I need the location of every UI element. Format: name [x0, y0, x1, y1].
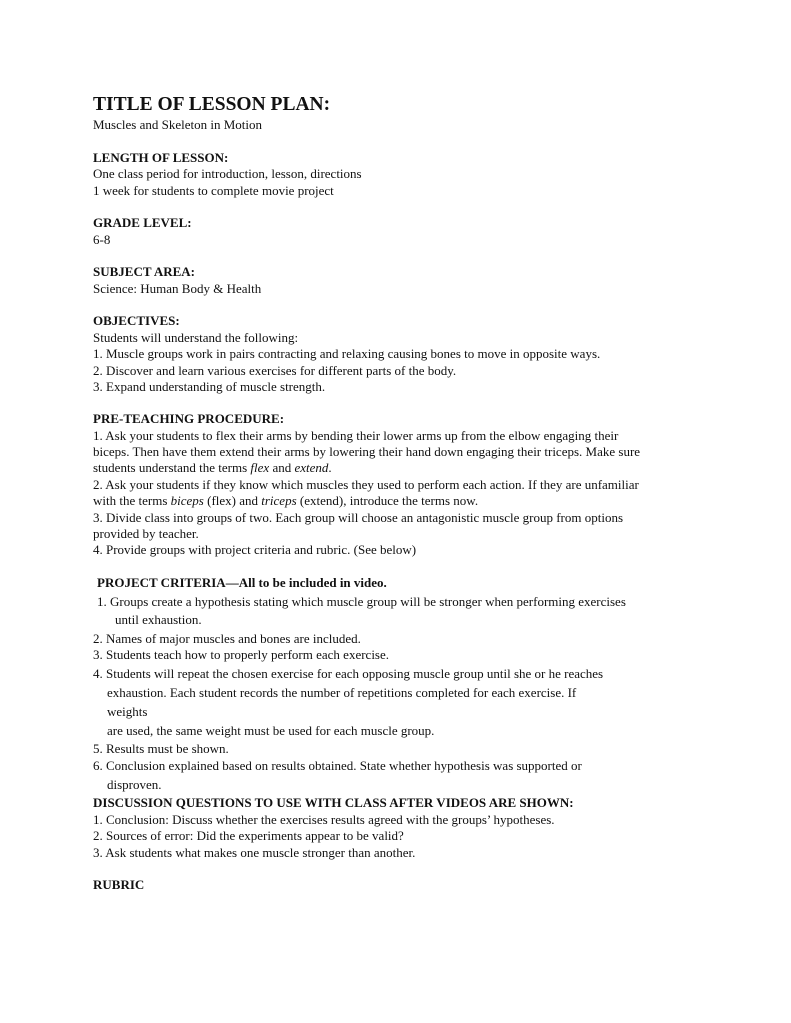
objectives-heading: OBJECTIVES: [93, 313, 180, 328]
grade-heading: GRADE LEVEL: [93, 215, 192, 230]
grade-text: 6-8 [93, 232, 111, 247]
criteria-line: 2. Names of major muscles and bones are included. [93, 631, 361, 646]
preteaching-text: (extend), introduce the terms now. [296, 493, 479, 508]
preteaching-text: (flex) and [203, 493, 262, 508]
discussion-item: 1. Conclusion: Discuss whether the exercises results agreed with the groups’ hypotheses. [93, 812, 555, 827]
objective-item: 3. Expand understanding of muscle strength. [93, 379, 326, 394]
lesson-plan-title-heading: TITLE OF LESSON PLAN: [93, 94, 331, 115]
preteaching-text: with the terms [93, 493, 171, 508]
criteria-line: are used, the same weight must be used for each muscle group. [107, 723, 435, 738]
preteaching-text: . [328, 460, 332, 475]
preteaching-line: 3. Divide class into groups of two. Each group will choose an antagonistic muscle group from options [93, 510, 624, 525]
criteria-line: 6. Conclusion explained based on results obtained. State whether hypothesis was supported or [93, 758, 582, 773]
preteaching-line [93, 493, 478, 509]
preteaching-text: students understand the terms [93, 460, 251, 475]
criteria-line: 5. Results must be shown. [93, 741, 229, 756]
preteaching-line [93, 460, 332, 476]
preteaching-text: and [269, 460, 295, 475]
preteaching-line: 4. Provide groups with project criteria and rubric. (See below) [93, 542, 417, 557]
discussion-item: 2. Sources of error: Did the experiments appear to be valid? [93, 828, 404, 843]
subject-text: Science: Human Body & Health [93, 281, 262, 296]
preteaching-heading: PRE-TEACHING PROCEDURE: [93, 411, 285, 426]
criteria-line: weights [107, 704, 148, 719]
term-triceps: triceps [261, 493, 297, 508]
term-flex: flex [250, 460, 270, 475]
discussion-heading: DISCUSSION QUESTIONS TO USE WITH CLASS AFTER VIDEOS ARE SHOWN: [93, 795, 574, 810]
preteaching-line: biceps. Then have them extend their arms by lowering their hand down engaging their triceps. Make sure [93, 444, 641, 459]
objective-item: 2. Discover and learn various exercises for different parts of the body. [93, 363, 457, 378]
objectives-intro: Students will understand the following: [93, 330, 299, 345]
criteria-line: 1. Groups create a hypothesis stating which muscle group will be stronger when performing exercises [97, 594, 626, 609]
preteaching-line: provided by teacher. [93, 526, 199, 541]
term-biceps: biceps [170, 493, 204, 508]
criteria-line: 3. Students teach how to properly perform each exercise. [93, 647, 390, 662]
length-line: One class period for introduction, lesson, directions [93, 166, 362, 181]
discussion-item: 3. Ask students what makes one muscle stronger than another. [93, 845, 416, 860]
preteaching-line: 2. Ask your students if they know which muscles they used to perform each action. If they are unfamiliar [93, 477, 639, 492]
criteria-line: until exhaustion. [115, 612, 202, 627]
objective-item: 1. Muscle groups work in pairs contracting and relaxing causing bones to move in opposite ways. [93, 346, 601, 361]
criteria-line: 4. Students will repeat the chosen exercise for each opposing muscle group until she or he reaches [93, 666, 604, 681]
criteria-heading: PROJECT CRITERIA—All to be included in video. [97, 575, 387, 590]
rubric-heading: RUBRIC [93, 877, 145, 892]
length-heading: LENGTH OF LESSON: [93, 150, 229, 165]
criteria-line: exhaustion. Each student records the number of repetitions completed for each exercise. If [107, 685, 577, 700]
subject-heading: SUBJECT AREA: [93, 264, 195, 279]
lesson-plan-title-text: Muscles and Skeleton in Motion [93, 117, 262, 132]
length-line: 1 week for students to complete movie project [93, 183, 334, 198]
preteaching-line: 1. Ask your students to flex their arms by bending their lower arms up from the elbow engaging their [93, 428, 619, 443]
criteria-line: disproven. [107, 777, 162, 792]
term-extend: extend [294, 460, 329, 475]
